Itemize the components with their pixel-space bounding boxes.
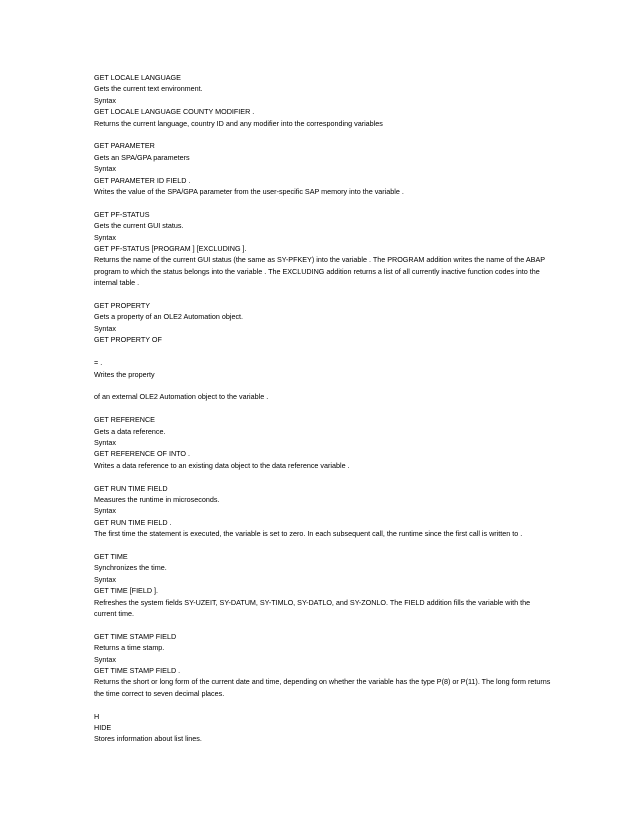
syntax-label: Syntax [94,164,116,174]
section-title: HIDE [94,723,112,732]
section-get-time [94,551,554,619]
section-description: Returns the short or long form of the current date and time, depending on whether the variable has the type P(8) or P(11). The long form returns the time correct to seven decimal places. [94,677,551,698]
syntax-label: Syntax [94,323,116,333]
syntax-label: Syntax [94,232,116,242]
section-title: GET TIME [94,551,128,561]
section-title: GET LOCALE LANGUAGE [94,73,181,82]
section-summary: Gets a property of an OLE2 Automation object. [94,312,244,322]
syntax-statement: GET RUN TIME FIELD . [94,517,172,527]
letter-heading: H [94,711,100,721]
section-summary: Measures the runtime in microseconds. [94,494,220,504]
section-description: Writes the property [94,369,155,379]
blank-line [94,346,554,357]
syntax-label: Syntax [94,506,116,516]
section-summary: Returns a time stamp. [94,643,165,653]
section-title: GET PROPERTY [94,301,151,311]
section-description: Writes a data reference to an existing data object to the data reference variable . [94,460,350,470]
syntax-statement: GET REFERENCE OF INTO . [94,449,190,459]
section-hide [94,711,554,745]
syntax-statement: GET PF-STATUS [PROGRAM ] [EXCLUDING ]. [94,244,247,254]
syntax-statement: GET LOCALE LANGUAGE COUNTY MODIFIER . [94,107,255,117]
section-get-locale-language [94,72,554,129]
section-get-pf-status [94,209,554,289]
syntax-label: Syntax [94,437,116,447]
section-summary: Synchronizes the time. [94,563,167,573]
section-description: The first time the statement is executed, the variable is set to zero. In each subsequent call, the runtime since the first call is written to . [94,529,523,539]
section-get-reference [94,414,554,471]
section-summary: Gets the current text environment. [94,84,203,94]
section-get-run-time-field [94,483,554,540]
syntax-label: Syntax [94,95,116,105]
section-title: GET TIME STAMP FIELD [94,631,177,641]
section-summary: Gets a data reference. [94,426,166,436]
section-get-parameter [94,140,554,197]
section-title: GET REFERENCE [94,415,155,425]
syntax-statement: GET TIME STAMP FIELD . [94,665,181,675]
syntax-statement: GET PARAMETER ID FIELD . [94,175,191,185]
blank-line [94,380,554,391]
section-summary: Stores information about list lines. [94,734,202,744]
document-page [94,72,554,756]
section-get-property [94,300,554,403]
section-summary: Gets the current GUI status. [94,221,184,231]
section-description: Refreshes the system fields SY-UZEIT, SY-DATUM, SY-TIMLO, SY-DATLO, and SY-ZONLO. The FIELD addition fills the variable with the current time. [94,597,531,618]
syntax-statement: GET TIME [FIELD ]. [94,586,159,596]
section-get-time-stamp-field [94,631,554,699]
section-description-continuation: of an external OLE2 Automation object to the variable . [94,392,269,402]
section-title: GET PARAMETER [94,141,155,151]
section-summary: Gets an SPA/GPA parameters [94,152,190,162]
syntax-label: Syntax [94,574,116,584]
section-description: Writes the value of the SPA/GPA parameter from the user-specific SAP memory into the variable . [94,187,404,197]
syntax-continuation: = . [94,358,103,368]
section-description: Returns the name of the current GUI status (the same as SY-PFKEY) into the variable . The PROGRAM addition writes the name of the ABAP program to which the status belongs into the variable . The EXCLUDING addition returns a list of all currently inactive function codes into the internal table . [94,255,545,288]
section-title: GET RUN TIME FIELD [94,483,168,493]
section-title: GET PF-STATUS [94,209,150,219]
syntax-label: Syntax [94,654,116,664]
syntax-statement: GET PROPERTY OF [94,335,162,345]
section-description: Returns the current language, country ID and any modifier into the corresponding variables [94,118,383,128]
